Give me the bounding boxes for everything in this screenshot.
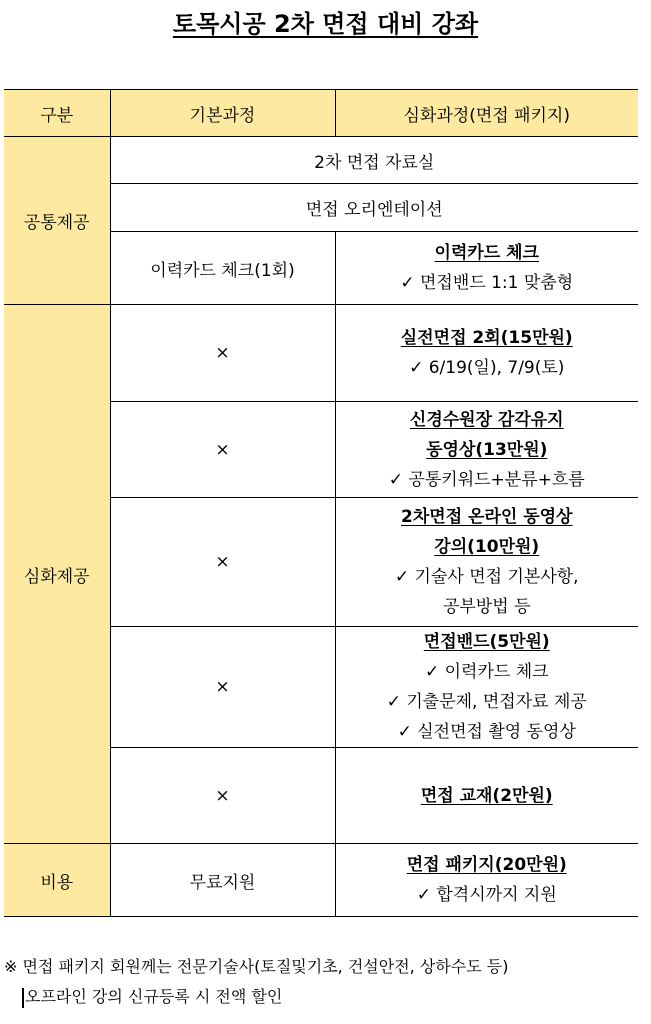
item-title: 면접 교재(2만원) (420, 785, 553, 806)
header-category: 구분 (4, 90, 110, 137)
item-detail: ✓ 공통키워드+분류+흐름 (388, 469, 585, 490)
common-orientation: 면접 오리엔테이션 (110, 184, 638, 232)
cross-mark: × (110, 402, 335, 498)
footnote-line-2-wrap (4, 982, 644, 1012)
advanced-item (335, 627, 638, 748)
cross-mark: × (110, 305, 335, 402)
page-title (0, 4, 651, 39)
advanced-item (335, 305, 638, 402)
common-materials: 2차 면접 자료실 (110, 137, 638, 184)
cross-mark: × (110, 748, 335, 844)
advanced-item (335, 498, 638, 627)
advanced-row-1 (4, 305, 638, 402)
header-basic: 기본과정 (110, 90, 335, 137)
item-title-cont: 강의(10만원) (434, 537, 540, 557)
common-row-1 (4, 137, 638, 184)
category-cost: 비용 (4, 844, 110, 917)
footnote-line-1: ※ 면접 패키지 회원께는 전문기술사(토질및기초, 건설안전, 상하수도 등) (4, 957, 509, 976)
cost-basic: 무료지원 (110, 844, 335, 917)
category-common: 공통제공 (4, 137, 110, 305)
item-detail: ✓ 기술사 면접 기본사항, (394, 567, 579, 587)
card-check-title: 이력카드 체크 (434, 243, 539, 263)
card-check-detail: ✓ 면접밴드 1:1 맞춤형 (400, 273, 574, 293)
item-title-cont: 동영상(13만원) (426, 439, 548, 460)
item-detail: ✓ 기출문제, 면접자료 제공 (386, 692, 587, 712)
text-cursor (22, 988, 24, 1008)
item-detail: ✓ 6/19(일), 7/9(토) (409, 358, 565, 378)
item-detail: 공부방법 등 (442, 597, 531, 617)
advanced-card-check (335, 232, 638, 305)
advanced-item (335, 748, 638, 844)
cost-row (4, 844, 638, 917)
cross-mark: × (110, 498, 335, 627)
course-table (4, 89, 638, 917)
header-row (4, 90, 638, 137)
package-detail: ✓ 합격시까지 지원 (416, 885, 557, 905)
cost-advanced (335, 844, 638, 917)
item-title: 2차면접 온라인 동영상 (401, 507, 573, 527)
package-title: 면접 패키지(20만원) (406, 855, 567, 875)
item-detail: ✓ 실전면접 촬영 동영상 (397, 722, 576, 742)
cross-mark: × (110, 627, 335, 748)
item-title: 신경수원장 감각유지 (409, 409, 564, 430)
footnote-line-2: 오프라인 강의 신규등록 시 전액 할인 (25, 987, 283, 1006)
item-detail: ✓ 이력카드 체크 (424, 662, 549, 682)
advanced-item (335, 402, 638, 498)
item-title: 면접밴드(5만원) (423, 632, 550, 652)
category-advanced: 심화제공 (4, 305, 110, 844)
header-advanced: 심화과정(면접 패키지) (335, 90, 638, 137)
footnote (4, 952, 644, 1012)
basic-card-check: 이력카드 체크(1회) (110, 232, 335, 305)
item-title: 실전면접 2회(15만원) (400, 328, 573, 348)
page-title-text: 토목시공 2차 면접 대비 강좌 (172, 10, 479, 38)
